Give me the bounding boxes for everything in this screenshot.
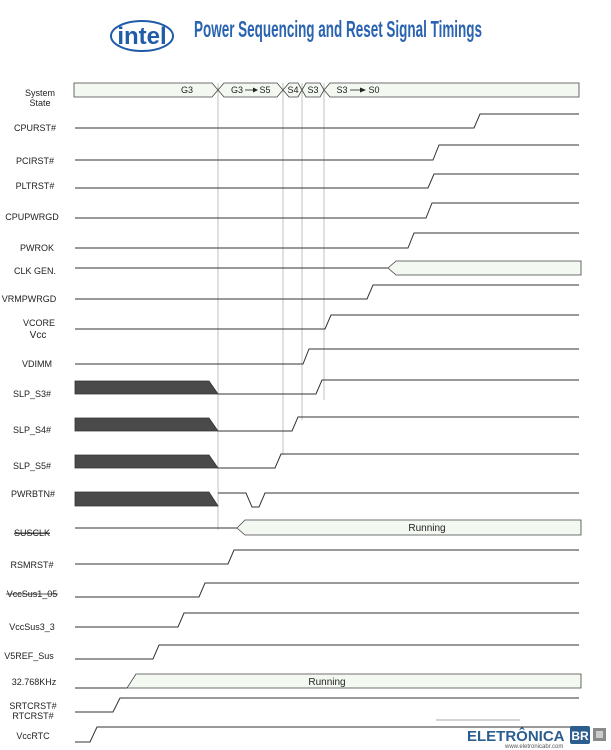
intel-logo: [111, 21, 173, 51]
page-title: Power Sequencing and Reset Signal Timings: [194, 16, 482, 42]
vertical-guides: [218, 83, 324, 530]
state-s3-transition: S3: [336, 85, 348, 95]
state-s0: S0: [368, 85, 380, 95]
label-slps3: SLP_S3#: [12, 389, 52, 399]
label-susclk: SUSCLK: [13, 528, 51, 538]
wave-slps3: [218, 380, 579, 394]
system-state-bar: [74, 83, 579, 97]
label-cpurst: CPURST#: [13, 123, 57, 133]
wave-rtcrst: [75, 698, 579, 712]
label-vccrtc: VccRTC: [16, 731, 50, 741]
pwrbtn-asserted-block: [75, 492, 218, 506]
wave-pwrbtn: [218, 493, 579, 507]
wave-rsmrst: [75, 550, 579, 564]
label-pwrok: PWROK: [19, 243, 55, 253]
wave-vrmpwrgd: [75, 285, 579, 299]
wave-cpupwrgd: [75, 203, 579, 218]
watermark-suffix: BR: [571, 729, 589, 743]
label-vcc: Vcc: [29, 330, 47, 341]
label-vdimm: VDIMM: [22, 359, 52, 369]
state-s5: S5: [259, 85, 271, 95]
label-vccsus105: VccSus1_05: [6, 589, 58, 599]
watermark-logo: [436, 720, 606, 750]
label-vrmpwrgd: VRMPWRGD: [1, 294, 57, 304]
label-v5refsus: V5REF_Sus: [4, 651, 54, 661]
wave-v5refsus: [75, 645, 579, 659]
clkgen-running-box: [388, 261, 581, 275]
slps4-asserted-block: [75, 418, 218, 431]
label-cpupwrgd: CPUPWRGD: [5, 212, 59, 222]
wave-pcirst: [75, 145, 579, 160]
slps3-asserted-block: [75, 381, 218, 394]
running-label-32khz: Running: [308, 677, 346, 688]
label-slps5: SLP_S5#: [12, 461, 52, 471]
system-state-label-2: State: [29, 98, 51, 108]
wave-slps5: [218, 454, 579, 468]
label-rsmrst: RSMRST#: [10, 560, 54, 570]
khz-running-box: [127, 674, 581, 688]
wave-vccsus105: [75, 583, 579, 597]
state-g3-transition: G3: [230, 85, 244, 95]
wave-vcore: [75, 315, 579, 329]
waveforms: [75, 114, 581, 742]
label-vccsus33: VccSus3_3: [9, 622, 55, 632]
label-32khz: 32.768KHz: [11, 677, 57, 687]
wave-slps4: [218, 417, 579, 431]
system-state-label-1: System: [24, 88, 56, 98]
label-srtcrst: SRTCRST#: [9, 701, 57, 711]
wave-pltrst: [75, 174, 579, 188]
state-s4: S4: [287, 85, 299, 95]
intel-logo-text: intel: [117, 23, 167, 50]
chip-icon: [593, 728, 606, 741]
wave-cpurst: [75, 114, 579, 128]
watermark-brand: ELETRÔNICA: [467, 728, 565, 745]
state-g3: G3: [180, 85, 194, 95]
signal-labels: [2, 123, 59, 741]
label-clkgen: CLK GEN.: [13, 266, 57, 276]
label-rtcrst: RTCRST#: [12, 711, 54, 721]
state-s3: S3: [307, 85, 319, 95]
wave-vdimm: [75, 349, 579, 364]
label-slps4: SLP_S4#: [12, 425, 52, 435]
watermark-url: www.eletronicabr.com: [505, 744, 564, 750]
wave-vccsus33: [75, 613, 579, 627]
wave-pwrok: [75, 233, 579, 248]
label-pcirst: PCIRST#: [15, 156, 55, 166]
label-pltrst: PLTRST#: [15, 181, 55, 191]
slps5-asserted-block: [75, 455, 218, 468]
label-vcore: VCORE: [22, 318, 56, 328]
label-pwrbtn: PWRBTN#: [10, 489, 56, 499]
running-label-susclk: Running: [408, 523, 446, 534]
